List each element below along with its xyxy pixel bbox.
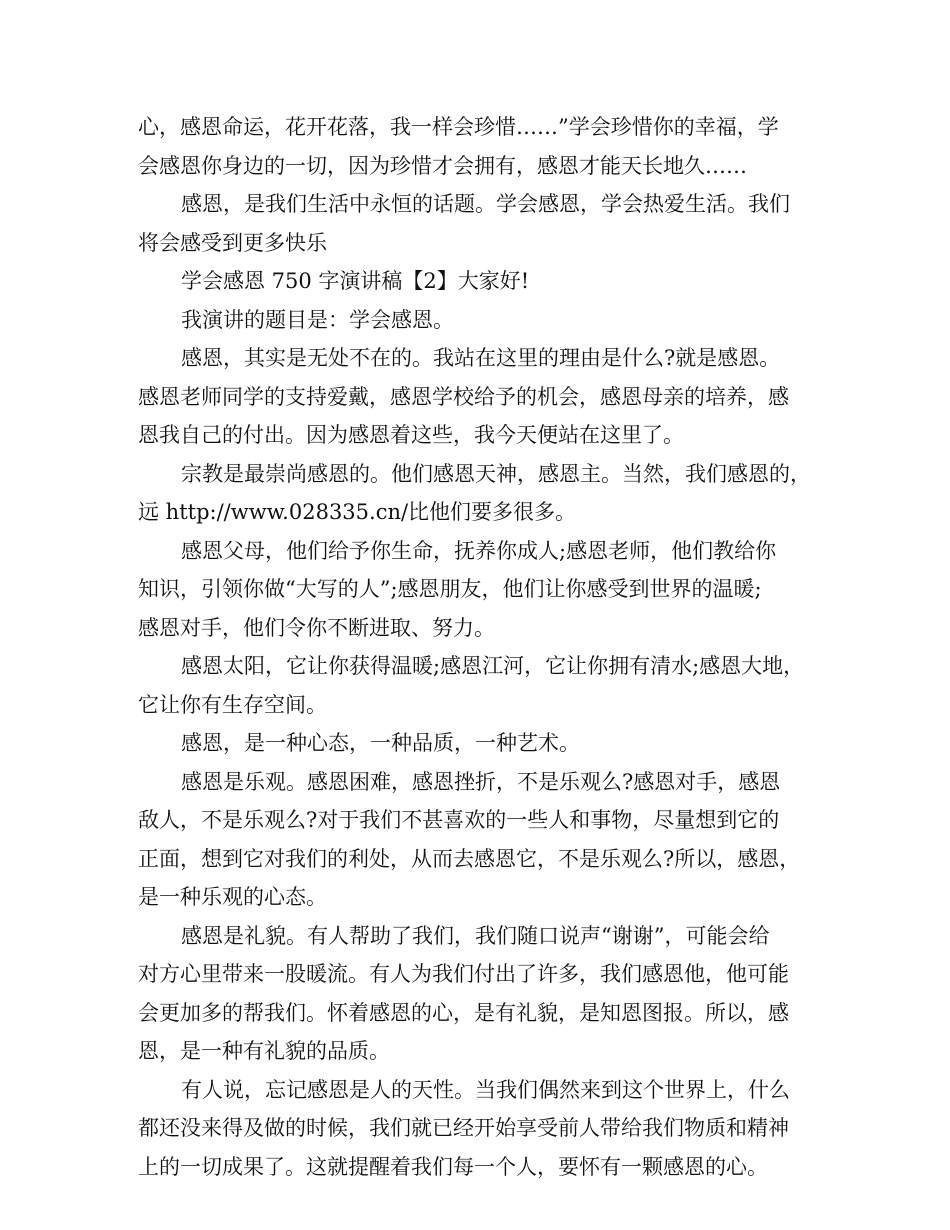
paragraph-start-line: 有人说，忘记感恩是人的天性。当我们偶然来到这个世界上，什么 [181,1077,790,1102]
text-line: 正面，想到它对我们的利处，从而去感恩它，不是乐观么?所以，感恩， [138,846,801,871]
paragraph-start-line: 感恩，其实是无处不在的。我站在这里的理由是什么?就是感恩。 [181,346,781,370]
text-line: 知识，引领你做“大写的人”;感恩朋友，他们让你感受到世界的温暖; [138,577,762,601]
text-line: 将会感受到更多快乐 [138,230,327,255]
text-line: 是一种乐观的心态。 [138,885,327,909]
text-line: 它让你有生存空间。 [138,692,327,717]
text-line: 上的一切成果了。这就提醒着我们每一个人，要怀有一颗感恩的心。 [138,1154,768,1179]
text-line: 心，感恩命运，花开花落，我一样会珍惜……”学会珍惜你的幸福，学 [138,115,779,139]
text-line: 都还没来得及做的时候，我们就已经开始享受前人带给我们物质和精神 [138,1116,789,1140]
text-line: 恩我自己的付出。因为感恩着这些，我今天便站在这里了。 [138,423,684,447]
document-body [138,108,818,1186]
section-heading-line: 学会感恩 750 字演讲稿【2】大家好! [181,269,530,293]
text-line: 感恩老师同学的支持爱戴，感恩学校给予的机会，感恩母亲的培养，感 [138,384,789,409]
text-line: 会感恩你身边的一切，因为珍惜才会拥有，感恩才能天长地久…… [138,153,747,178]
text-line: 恩，是一种有礼貌的品质。 [138,1039,390,1063]
paragraph-start-line: 感恩父母，他们给予你生命，抚养你成人;感恩老师，他们教给你 [181,538,777,563]
text-line: 会更加多的帮我们。怀着感恩的心，是有礼貌，是知恩图报。所以，感 [138,1000,789,1025]
text-line: 感恩对手，他们令你不断进取、努力。 [138,615,495,640]
paragraph-start-line: 感恩太阳，它让你获得温暖;感恩江河，它让你拥有清水;感恩大地， [181,654,805,678]
paragraph-start-line: 我演讲的题目是：学会感恩。 [181,307,454,332]
paragraph-start-line: 感恩，是一种心态，一种品质，一种艺术。 [181,731,580,755]
text-line: 远 http://www.028335.cn/比他们要多很多。 [138,500,577,524]
text-line: 对方心里带来一股暖流。有人为我们付出了许多，我们感恩他，他可能 [138,962,789,986]
paragraph-start-line: 感恩是礼貌。有人帮助了我们，我们随口说声“谢谢”，可能会给 [181,923,770,948]
paragraph-start-line: 感恩，是我们生活中永恒的话题。学会感恩，学会热爱生活。我们 [181,192,790,216]
text-line: 敌人，不是乐观么?对于我们不甚喜欢的一些人和事物，尽量想到它的 [138,808,780,832]
paragraph-start-line: 感恩是乐观。感恩困难，感恩挫折，不是乐观么?感恩对手，感恩 [181,769,781,794]
paragraph-start-line: 宗教是最崇尚感恩的。他们感恩天神，感恩主。当然，我们感恩的， [181,461,811,486]
